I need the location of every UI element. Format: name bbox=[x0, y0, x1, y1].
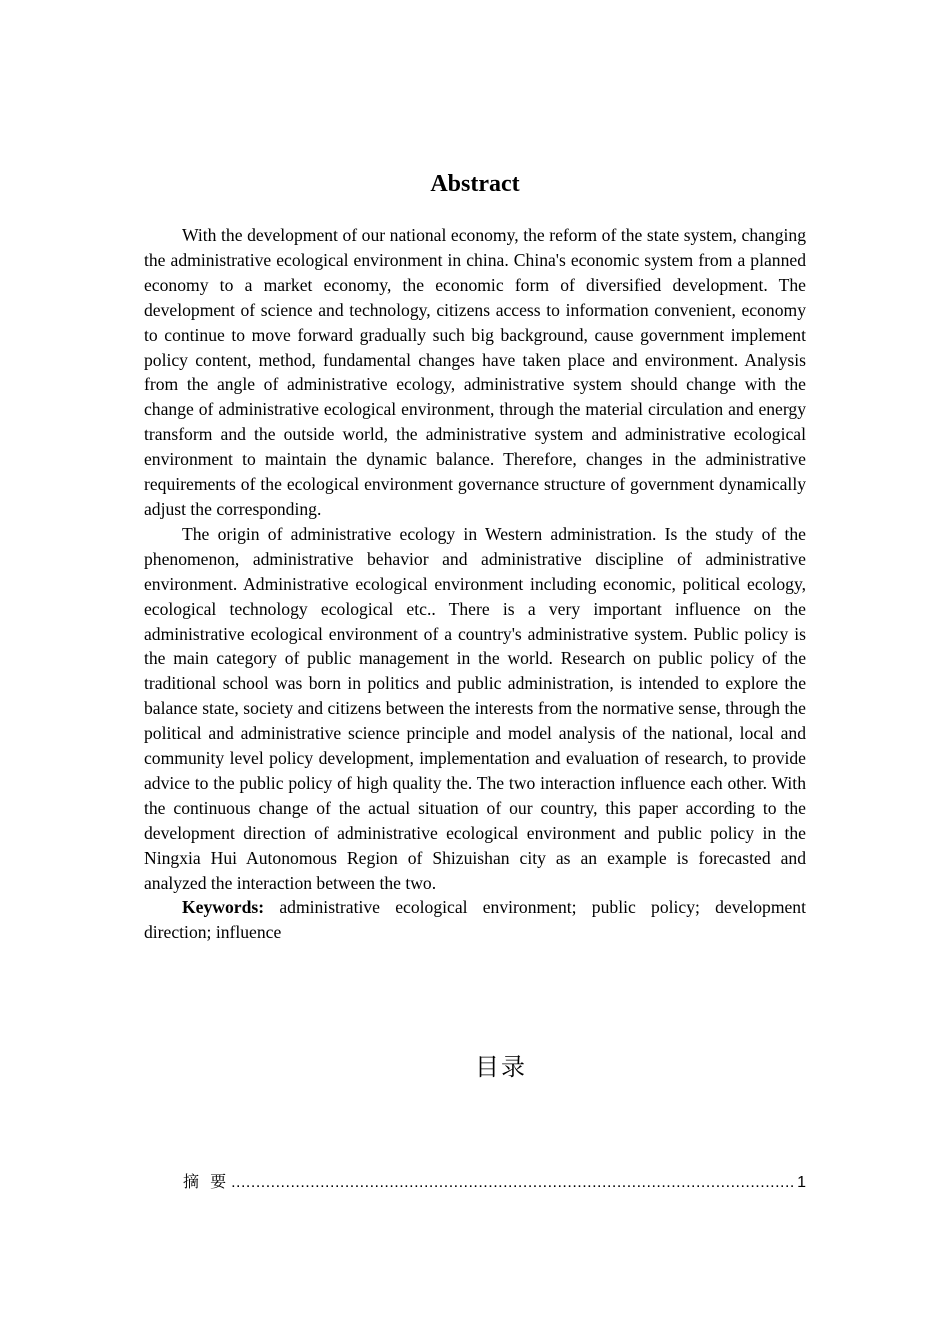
toc-entry-page-number: 1 bbox=[797, 1174, 806, 1191]
toc-entry[interactable] bbox=[183, 1170, 806, 1194]
abstract-paragraph: The origin of administrative ecology in Western administration. Is the study of the phenomenon, administrative behavior and administrative discipline of administrative environment. Administrative ecological environment including economic, political ecology, ecological technology ecological etc.. There is a very important influence on the administrative ecological environment of a country's administrative system. Public policy is the main category of public management in the world. Research on public policy of the traditional school was born in politics and public administration, is intended to explore the balance state, society and citizens between the interests from the normative sense, through the political and administrative science principle and model analysis of the national, local and community level policy development, implementation and evaluation of research, to provide advice to the public policy of high quality the. The two interaction influence each other. With the continuous change of the actual situation of our country, this paper according to the development direction of administrative ecological environment and public policy in the Ningxia Hui Autonomous Region of Shizuishan city as an example is forecasted and analyzed the interaction between the two. bbox=[144, 523, 806, 893]
abstract-body bbox=[144, 223, 806, 945]
keywords-paragraph bbox=[144, 895, 806, 945]
toc-title: 目录 bbox=[475, 1053, 527, 1081]
toc-entry-label: 摘 要 bbox=[183, 1172, 230, 1191]
toc-dot-leader bbox=[231, 1171, 795, 1195]
keywords-text: administrative ecological environment; public policy; development direction; influence bbox=[144, 897, 806, 943]
abstract-title: Abstract bbox=[430, 171, 520, 197]
abstract-paragraph: With the development of our national economy, the reform of the state system, changing the administrative ecological environment in china. China's economic system from a planned economy to a market economy, the economic form of diversified development. The development of science and technology, citizens access to information convenient, economy to continue to move forward gradually such big background, cause government implement policy content, method, fundamental changes have taken place and environment. Analysis from the angle of administrative ecology, administrative system should change with the change of administrative ecological environment, through the material circulation and energy transform and the outside world, the administrative system and administrative ecological environment to maintain the dynamic balance. Therefore, changes in the administrative requirements of the ecological environment governance structure of government dynamically adjust the corresponding. bbox=[144, 225, 806, 519]
keywords-label: Keywords: bbox=[182, 897, 265, 918]
